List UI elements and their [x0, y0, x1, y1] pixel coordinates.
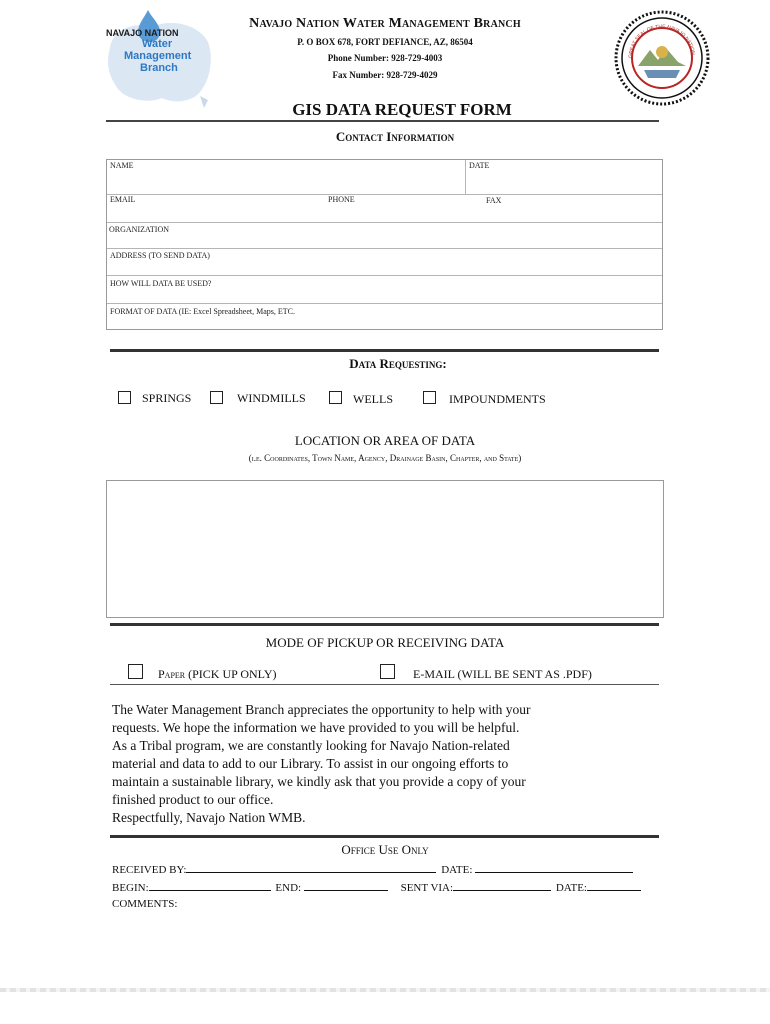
- contact-section-title: Contact Information: [335, 129, 455, 144]
- logo-word-water: Water: [142, 38, 173, 50]
- message-line: finished product to our office.: [112, 792, 274, 807]
- springs-label: SPRINGS: [142, 391, 192, 405]
- fax-field-label: FAX: [486, 196, 502, 205]
- email-field-label: EMAIL: [110, 195, 136, 204]
- received-by-label: RECEIVED BY:: [112, 864, 187, 876]
- usage-field-label: HOW WILL DATA BE USED?: [110, 279, 212, 288]
- wells-label: WELLS: [353, 392, 393, 406]
- divider: [107, 248, 662, 249]
- format-field[interactable]: [337, 305, 657, 327]
- format-field-label: FORMAT OF DATA (IE: Excel Spreadsheet, Maps, ETC.: [110, 307, 295, 316]
- section-rule: [110, 349, 659, 352]
- office-row-begin: [112, 880, 641, 894]
- location-title: LOCATION OR AREA OF DATA: [294, 433, 476, 448]
- data-requesting-title: Data Requesting:: [349, 356, 447, 371]
- name-field[interactable]: [109, 172, 461, 192]
- begin-label: BEGIN:: [112, 882, 149, 894]
- navajo-nation-seal: [614, 10, 710, 106]
- date2-label: DATE:: [555, 882, 587, 894]
- sent-via-field[interactable]: [453, 880, 551, 891]
- sent-date-field[interactable]: [587, 880, 641, 891]
- message-line: Respectfully, Navajo Nation WMB.: [112, 810, 306, 825]
- date-field[interactable]: [469, 172, 659, 192]
- divider: [107, 303, 662, 304]
- message-line: maintain a sustainable library, we kindly ask that you provide a copy of your: [112, 774, 526, 789]
- paper-label: Paper (PICK UP ONLY): [158, 667, 277, 681]
- paper-checkbox[interactable]: [128, 664, 143, 679]
- received-by-field[interactable]: [186, 862, 436, 873]
- message-line: The Water Management Branch appreciates the opportunity to help with your: [112, 702, 531, 717]
- office-use-title: Office Use Only: [341, 842, 429, 857]
- impoundments-label: IMPOUNDMENTS: [449, 392, 546, 406]
- usage-field[interactable]: [237, 277, 657, 301]
- wells-checkbox[interactable]: [329, 391, 342, 404]
- mode-rule: [110, 684, 659, 685]
- organization-field[interactable]: [207, 224, 657, 246]
- mode-title: MODE OF PICKUP OR RECEIVING DATA: [265, 635, 505, 650]
- location-textarea[interactable]: [106, 480, 664, 618]
- windmills-label: WINDMILLS: [237, 391, 306, 405]
- logo-word-management: Management: [124, 50, 192, 62]
- section-rule: [110, 623, 659, 626]
- org-address: P. O BOX 678, FORT DEFIANCE, AZ, 86504: [297, 37, 473, 47]
- location-subtitle: (i.e. Coordinates, Town Name, Agency, Drainage Basin, Chapter, and State): [248, 453, 522, 463]
- phone-field[interactable]: [328, 206, 478, 220]
- seal-text: GREAT SEAL OF THE NAVAJO NATION: [627, 23, 696, 59]
- form-title: GIS DATA REQUEST FORM: [292, 100, 512, 119]
- end-field[interactable]: [304, 880, 388, 891]
- impoundments-checkbox[interactable]: [423, 391, 436, 404]
- email-field[interactable]: [109, 206, 321, 220]
- email-label: E-MAIL (WILL BE SENT AS .PDF): [413, 667, 592, 681]
- message-line: requests. We hope the information we have provided to you will be helpful.: [112, 720, 520, 735]
- message-line: As a Tribal program, we are constantly looking for Navajo Nation-related: [112, 738, 510, 753]
- page-edge: [0, 988, 770, 992]
- divider: [465, 160, 466, 194]
- date-field-label: DATE: [469, 161, 490, 170]
- windmills-checkbox[interactable]: [210, 391, 223, 404]
- name-field-label: NAME: [110, 161, 134, 170]
- logo-word-branch: Branch: [140, 62, 178, 74]
- divider: [107, 194, 662, 195]
- contact-info-table: [106, 159, 663, 330]
- title-rule: [106, 120, 659, 122]
- begin-field[interactable]: [149, 880, 271, 891]
- section-rule: [110, 835, 659, 838]
- divider: [107, 222, 662, 223]
- divider: [107, 275, 662, 276]
- office-row-received: [112, 862, 633, 876]
- org-name: Navajo Nation Water Management Branch: [249, 16, 521, 31]
- end-label: END:: [275, 882, 302, 894]
- address-field-label: ADDRESS (TO SEND DATA): [110, 251, 210, 260]
- date-label: DATE:: [441, 864, 473, 876]
- received-date-field[interactable]: [475, 862, 633, 873]
- address-field[interactable]: [237, 250, 657, 272]
- message-line: material and data to add to our Library. To assist in our ongoing efforts to: [112, 756, 509, 771]
- fax-field[interactable]: [486, 206, 656, 220]
- comments-label: COMMENTS:: [112, 898, 178, 910]
- phone-field-label: PHONE: [328, 195, 355, 204]
- closing-message: [112, 701, 655, 827]
- email-checkbox[interactable]: [380, 664, 395, 679]
- org-fax: Fax Number: 928-729-4029: [332, 70, 438, 80]
- springs-checkbox[interactable]: [118, 391, 131, 404]
- sent-via-label: SENT VIA:: [400, 882, 454, 894]
- logo-title: NAVAJO NATION: [106, 28, 179, 38]
- org-phone: Phone Number: 928-729-4003: [327, 53, 443, 63]
- organization-field-label: ORGANIZATION: [109, 225, 169, 234]
